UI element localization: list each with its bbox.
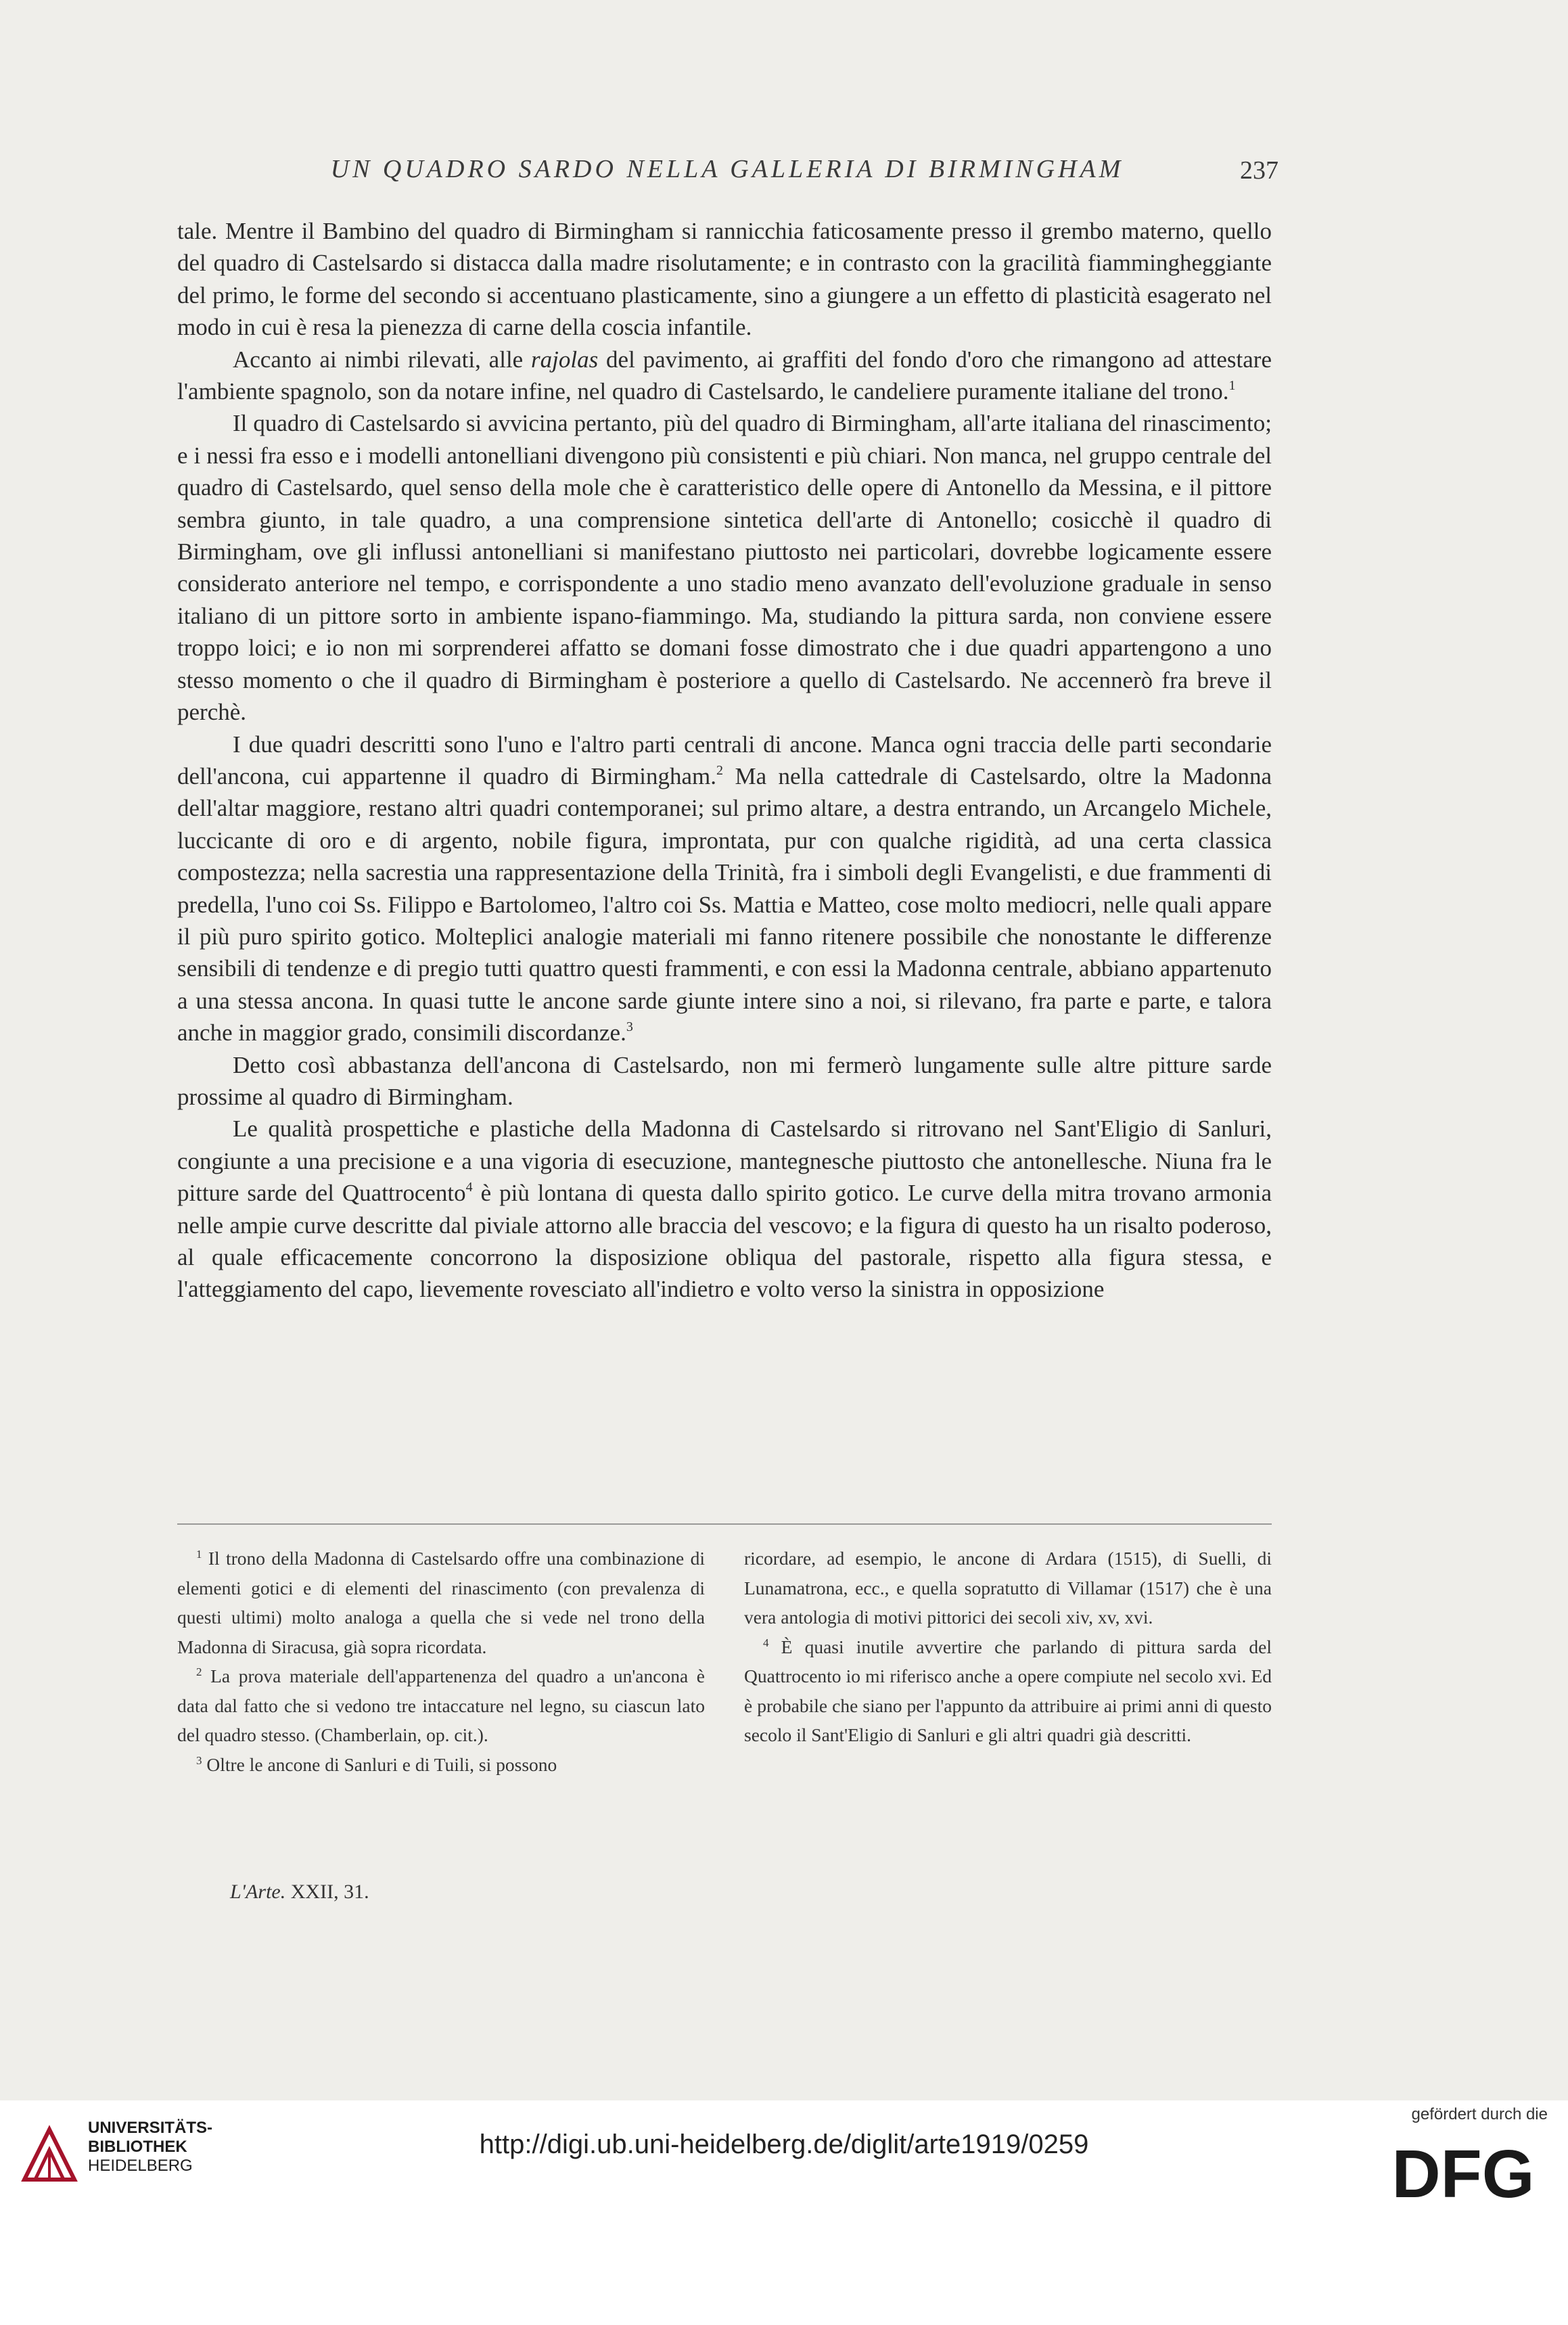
footnote-2: $^2$ La prova materiale dell'appartenenza del quadro a un'ancona è data dal fatto che si vedono tre intaccature nel legno, su ciascun lato del quadro stesso. (Chamberlain, op. cit.). <box>177 1665 705 1745</box>
footnote-ref[interactable]: 1 <box>1228 378 1236 394</box>
page-header <box>176 154 1278 195</box>
italic-term: rajolas <box>531 346 599 373</box>
paragraph-4: I due quadri descritti sono l'uno e l'altro parti centrali di ancone. Manca ogni traccia delle parti secondarie dell'ancona, cui appartenne il quadro di Birmingham.$^2$ Ma nella cattedrale di Castelsardo, oltre la Madonna dell'altar maggiore, restano altri quadri contemporanei; sul primo altare, a destra entrando, un Arcangelo Michele, luccicante di oro e di argento, nobile figura, improntata, pur con qualche rigidità, ad una certa classica compostezza; nella sacrestia una rappresentazione della Trinità, fra i simboli degli Evangelisti, e due frammenti di predella, l'uno coi Ss. Filippo e Bartolomeo, l'altro coi Ss. Mattia e Matteo, cose molto mediocri, nelle quali appare il più puro spirito gotico. Molteplici analogie materiali mi fanno ritenere possibile che nonostante le differenze sensibili di tendenze e di pregio tutti quattro questi frammenti, e con essi la Madonna centrale, abbiano appartenuto a una stessa ancona. In quasi tutte le ancone sarde giunte intere sino a noi, si rilevano, fra parte e parte, e talora anche in maggior grado, consimili discordanze.$^3$ <box>177 731 1272 1046</box>
footnote-1: $^1$ Il trono della Madonna di Castelsardo offre una combinazione di elementi gotici e di elementi del rinascimento (con prevalenza di questi ultimi) molto analoga a quella che si vede nel trono della Madonna di Siracusa, già sopra ricordata. <box>177 1548 705 1657</box>
funding-notice: gefördert durch die <box>1411 2105 1548 2123</box>
footnote-4: $^4$ È quasi inutile avvertire che parlando di pittura sarda del Quattrocento io mi riferisco anche a opere compiute nel secolo xvi. Ed è probabile che siano per l'appunto da attribuire ai primi anni di questo secolo il Sant'Eligio di Sanluri e gli altri quadri già descritti. <box>744 1636 1272 1745</box>
footnotes-right-column <box>744 1544 1272 1779</box>
paragraph-5: Detto così abbastanza dell'ancona di Castelsardo, non mi fermerò lungamente sulle altre pitture sarde prossime al quadro di Birmingham. <box>177 1051 1272 1110</box>
dfg-logo-icon <box>1379 2139 1548 2207</box>
paragraph-3: Il quadro di Castelsardo si avvicina pertanto, più del quadro di Birmingham, all'arte italiana del rinascimento; e i nessi fra esso e i modelli antonelliani divengono più consistenti e più chiari. Non manca, nel gruppo centrale del quadro di Castelsardo, quel senso della mole che è caratteristico delle opere di Antonello da Messina, e il pittore sembra giunto, in tale quadro, a una comprensione sintetica dell'arte di Antonello; cosicchè il quadro di Birmingham, ove gli influssi antonelliani si manifestano piuttosto nei particolari, dovrebbe logicamente essere considerato anteriore nel tempo, e corrispondente a uno stadio meno avanzato dell'evoluzione graduale in senso italiano di un pittore sorto in ambiente ispano-fiammingo. Ma, studiando la pittura sarda, non conviene essere troppo loici; e io non mi sorprenderei affatto se domani fosse dimostrato che i due quadri appartengono a uno stesso momento o che il quadro di Birmingham è posteriore a quello di Castelsardo. Ne accennerò fra breve il perchè. <box>177 410 1272 726</box>
signature-mark: L'Arte. XXII, 31. <box>230 1881 369 1903</box>
footnote-ref[interactable]: 3 <box>626 1019 633 1035</box>
permalink-url[interactable]: http://digi.ub.uni-heidelberg.de/diglit/arte1919/0259 <box>479 2130 1089 2159</box>
paragraph-6: Le qualità prospettiche e plastiche della Madonna di Castelsardo si ritrovano nel Sant'Eligio di Sanluri, congiunte a una precisione e a una vigoria di esecuzione, mantegnesche piuttosto che antonellesche. Niuna fra le pitture sarde del Quattrocento$^4$ è più lontana di questa dallo spirito gotico. Le curve della mitra trovano armonia nelle ampie curve descritte dal piviale attorno alle braccia del vescovo; e la figura di questo ha un risalto poderoso, al quale efficacemente concorrono la disposizione obliqua del pastorale, rispetto alla figura stessa, e l'atteggiamento del capo, lievemente rovesciato all'indietro e volto verso la sinistra in opposizione <box>177 1115 1272 1303</box>
paragraph-1: tale. Mentre il Bambino del quadro di Birmingham si rannicchia faticosamente presso il grembo materno, quello del quadro di Castelsardo si distacca dalla madre risolutamente; e in contrasto con la gracilità fiammingheggiante del primo, le forme del secondo si accentuano plasticamente, sino a giungere a un effetto di plasticità esagerato nel modo in cui è resa la pienezza di carne della coscia infantile. <box>177 218 1272 341</box>
footnotes-left-column <box>177 1544 705 1779</box>
running-title: UN QUADRO SARDO NELLA GALLERIA DI BIRMINGHAM <box>330 155 1124 183</box>
body-text <box>177 215 1272 1306</box>
footnote-ref[interactable]: 4 <box>465 1180 473 1195</box>
footnotes <box>177 1544 1272 1779</box>
footnote-3: $^3$ Oltre le ancone di Sanluri e di Tuili, si possono <box>196 1753 557 1775</box>
university-library-name: UNIVERSITÄTS- BIBLIOTHEK HEIDELBERG <box>88 2119 213 2175</box>
svg-text:DFG: DFG <box>1391 2139 1535 2207</box>
footnote-3-continued: ricordare, ad esempio, le ancone di Ardara (1515), di Suelli, di Lunamatrona, ecc., e quella sopratutto di Villamar (1517) che è una vera antologia di motivi pittorici dei secoli xiv, xv, xvi. <box>744 1548 1272 1628</box>
footnote-divider <box>177 1523 1272 1525</box>
paragraph-2: Accanto ai nimbi rilevati, alle rajolas del pavimento, ai graffiti del fondo d'oro che rimangono ad attestare l'ambiente spagnolo, son da notare infine, nel quadro di Castelsardo, le candeliere puramente italiane del trono.$^1$ <box>177 346 1272 405</box>
page-number: 237 <box>1240 156 1278 185</box>
footnote-ref[interactable]: 2 <box>716 762 724 778</box>
